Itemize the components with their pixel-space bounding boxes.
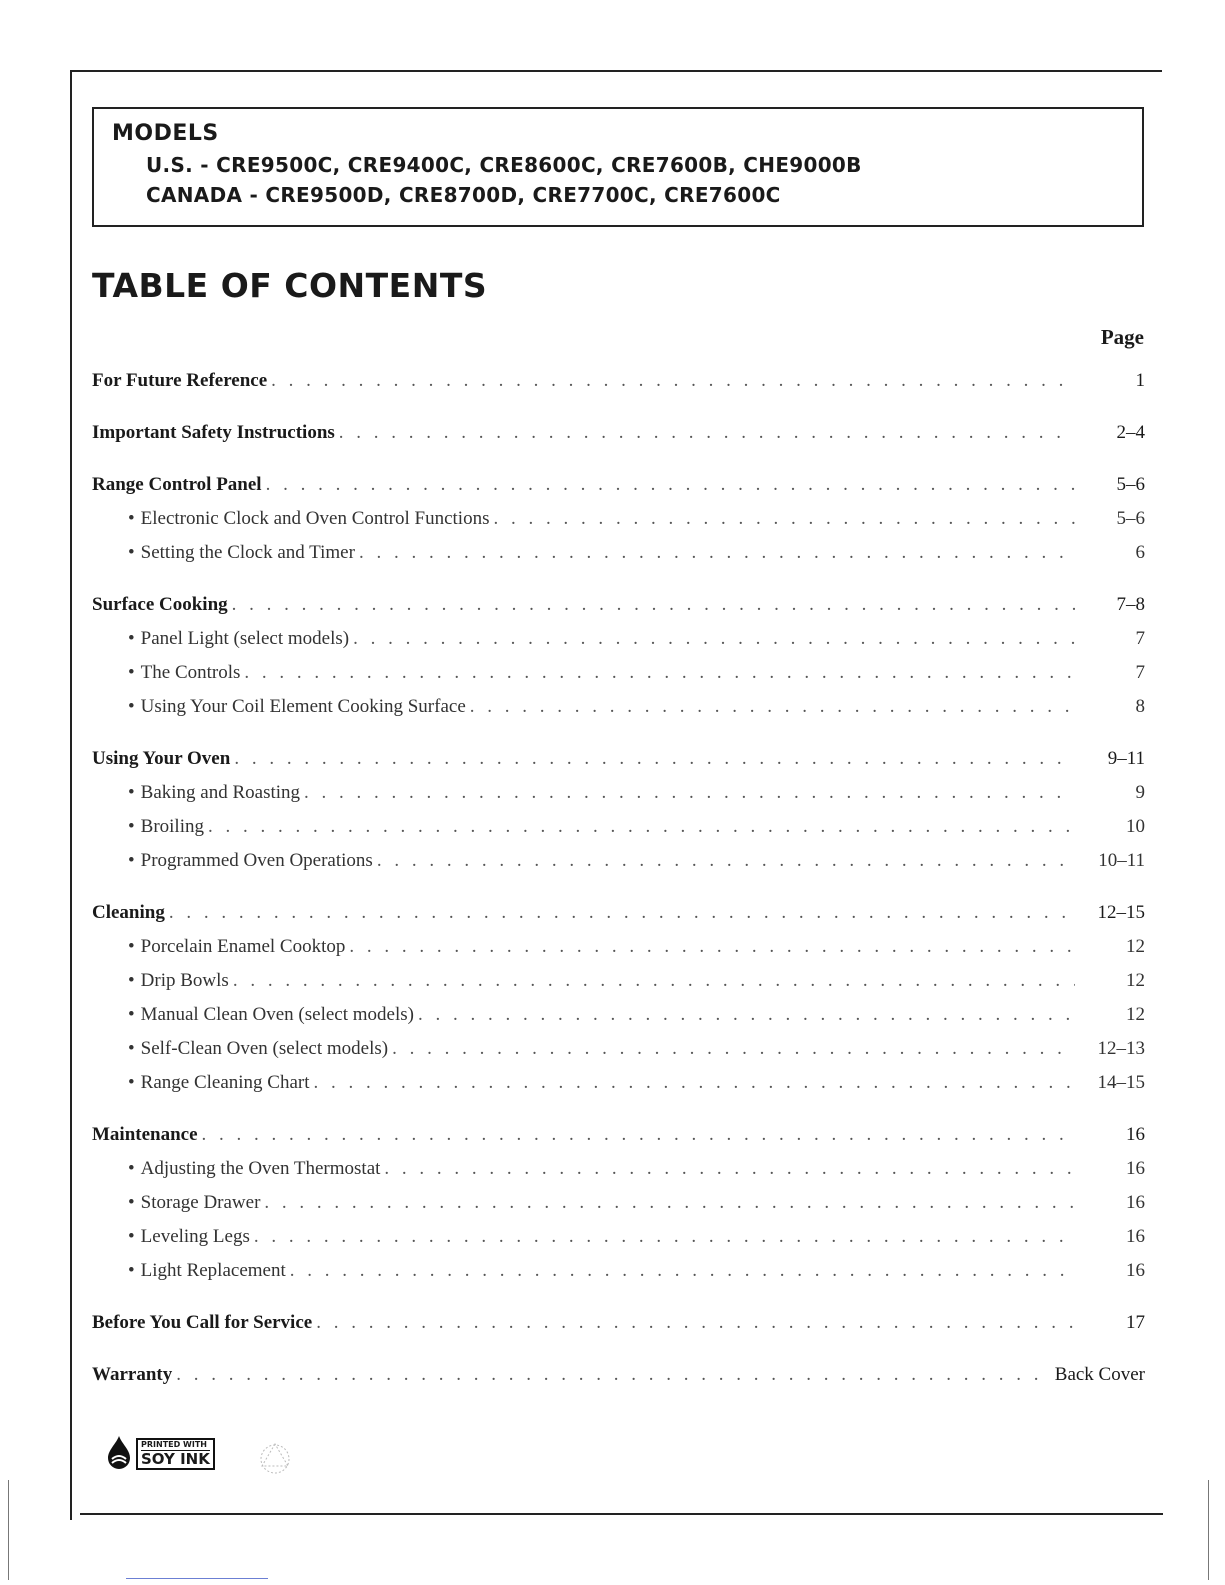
toc-label: Range Cleaning Chart [140,1072,310,1093]
toc-page: 12 [1126,1004,1145,1025]
dot-leader [169,902,1075,924]
toc-subentry [92,850,1145,884]
toc-page: 16 [1126,1192,1145,1213]
bullet-icon: • [128,696,135,717]
toc-subentry [92,1260,1145,1294]
toc-label: The Controls [140,662,241,683]
soy-ink-logo [104,1434,215,1470]
soy-ink-drop-icon [104,1434,134,1470]
toc-page: 12–13 [1097,1038,1145,1059]
toc-subentry [92,1192,1145,1226]
dot-leader [418,1004,1075,1026]
dot-leader [176,1364,1045,1386]
toc-label: Warranty [92,1364,173,1385]
bullet-icon: • [128,542,135,563]
dot-leader [353,628,1075,650]
dot-leader [339,422,1075,444]
toc-page: Back Cover [1054,1364,1145,1385]
bullet-icon: • [128,850,135,871]
toc-label: Setting the Clock and Timer [140,542,355,563]
dot-leader [314,1072,1075,1094]
dot-leader [244,662,1075,684]
page-column-header: Page [1100,325,1144,349]
toc-page: 12 [1126,936,1145,957]
toc-page: 10 [1126,816,1145,837]
dot-leader [377,850,1075,872]
toc-page: 5–6 [1116,508,1145,529]
dot-leader [271,370,1075,392]
toc-label: Drip Bowls [140,970,229,991]
toc-label: Using Your Oven [92,748,231,769]
toc-label: Storage Drawer [140,1192,261,1213]
bullet-icon: • [128,628,135,649]
toc-section [92,422,1145,456]
bullet-icon: • [128,1192,135,1213]
dot-leader [233,970,1075,992]
models-heading: MODELS [112,121,219,146]
toc-subentry [92,1072,1145,1106]
toc-subentry [92,1226,1145,1260]
bullet-icon: • [128,1226,135,1247]
bottom-rule [80,1513,1163,1515]
toc-page: 8 [1135,696,1145,717]
dot-leader [290,1260,1075,1282]
dot-leader [384,1158,1075,1180]
toc-section [92,1364,1145,1398]
dot-leader [254,1226,1075,1248]
bullet-icon: • [128,1004,135,1025]
dot-leader [470,696,1075,718]
toc-page: 7–8 [1116,594,1145,615]
toc-label: Panel Light (select models) [140,628,350,649]
toc-label: Broiling [140,816,204,837]
bullet-icon: • [128,508,135,529]
toc-page: 14–15 [1097,1072,1145,1093]
bullet-icon: • [128,1158,135,1179]
toc-subentry [92,662,1145,696]
toc-page: 12–15 [1097,902,1145,923]
toc-page: 2–4 [1116,422,1145,443]
toc-label: Electronic Clock and Oven Control Functions [140,508,490,529]
bullet-icon: • [128,1038,135,1059]
toc-subentry [92,628,1145,662]
dot-leader [266,474,1075,496]
toc-label: Important Safety Instructions [92,422,335,443]
bullet-icon: • [128,662,135,683]
bullet-icon: • [128,1260,135,1281]
soy-ink-top-text: PRINTED WITH [141,1440,210,1451]
toc-label: Baking and Roasting [140,782,301,803]
toc-label: Maintenance [92,1124,198,1145]
toc-label: Programmed Oven Operations [140,850,373,871]
toc-label: Before You Call for Service [92,1312,313,1333]
bullet-icon: • [128,970,135,991]
toc-section [92,748,1145,782]
toc-page: 9–11 [1107,748,1145,769]
toc-page: 6 [1135,542,1145,563]
toc-label: Light Replacement [140,1260,286,1281]
dot-leader [359,542,1075,564]
toc-page: 1 [1135,370,1145,391]
toc-subentry [92,508,1145,542]
toc-subentry [92,542,1145,576]
dot-leader [349,936,1075,958]
toc-label: Manual Clean Oven (select models) [140,1004,414,1025]
toc-label: Cleaning [92,902,165,923]
toc-page: 16 [1126,1158,1145,1179]
toc-subentry [92,936,1145,970]
dot-leader [234,748,1075,770]
toc-section [92,370,1145,404]
toc-page: 7 [1135,628,1145,649]
toc-page: 16 [1126,1124,1145,1145]
scan-edge-mark [8,1480,9,1580]
models-us-list: U.S. - CRE9500C, CRE9400C, CRE8600C, CRE7600B, CHE9000B [146,153,862,177]
toc-label: Porcelain Enamel Cooktop [140,936,346,957]
toc-page: 17 [1126,1312,1145,1333]
toc-page: 9 [1135,782,1145,803]
bullet-icon: • [128,816,135,837]
recycle-mark-icon [252,1440,298,1480]
toc-page: 5–6 [1116,474,1145,495]
toc-subentry [92,970,1145,1004]
toc-page: 7 [1135,662,1145,683]
bullet-icon: • [128,782,135,803]
toc-section [92,1124,1145,1158]
scan-edge-mark [1208,1480,1209,1580]
dot-leader [232,594,1075,616]
toc-subentry [92,816,1145,850]
toc-page: 16 [1126,1260,1145,1281]
toc-label: Leveling Legs [140,1226,250,1247]
toc-subentry [92,1158,1145,1192]
toc-list [92,370,1145,1398]
toc-label: Surface Cooking [92,594,228,615]
toc-label: Adjusting the Oven Thermostat [140,1158,381,1179]
toc-page: 10–11 [1098,850,1145,871]
models-box [92,107,1144,227]
toc-title: TABLE OF CONTENTS [92,266,488,305]
toc-section [92,1312,1145,1346]
dot-leader [202,1124,1075,1146]
soy-ink-label [136,1438,215,1470]
toc-subentry [92,696,1145,730]
bullet-icon: • [128,936,135,957]
toc-section [92,902,1145,936]
dot-leader [208,816,1075,838]
toc-label: For Future Reference [92,370,268,391]
models-canada-list: CANADA - CRE9500D, CRE8700D, CRE7700C, CRE7600C [146,183,781,207]
toc-page: 12 [1126,970,1145,991]
dot-leader [392,1038,1075,1060]
toc-subentry [92,782,1145,816]
toc-label: Using Your Coil Element Cooking Surface [140,696,466,717]
dot-leader [493,508,1075,530]
toc-section [92,594,1145,628]
toc-subentry [92,1004,1145,1038]
toc-section [92,474,1145,508]
scan-underline-mark [126,1578,268,1579]
dot-leader [264,1192,1075,1214]
dot-leader [316,1312,1075,1334]
dot-leader [304,782,1075,804]
soy-ink-bottom-text: SOY INK [141,1450,210,1468]
bullet-icon: • [128,1072,135,1093]
toc-subentry [92,1038,1145,1072]
toc-label: Self-Clean Oven (select models) [140,1038,389,1059]
toc-page: 16 [1126,1226,1145,1247]
toc-label: Range Control Panel [92,474,262,495]
